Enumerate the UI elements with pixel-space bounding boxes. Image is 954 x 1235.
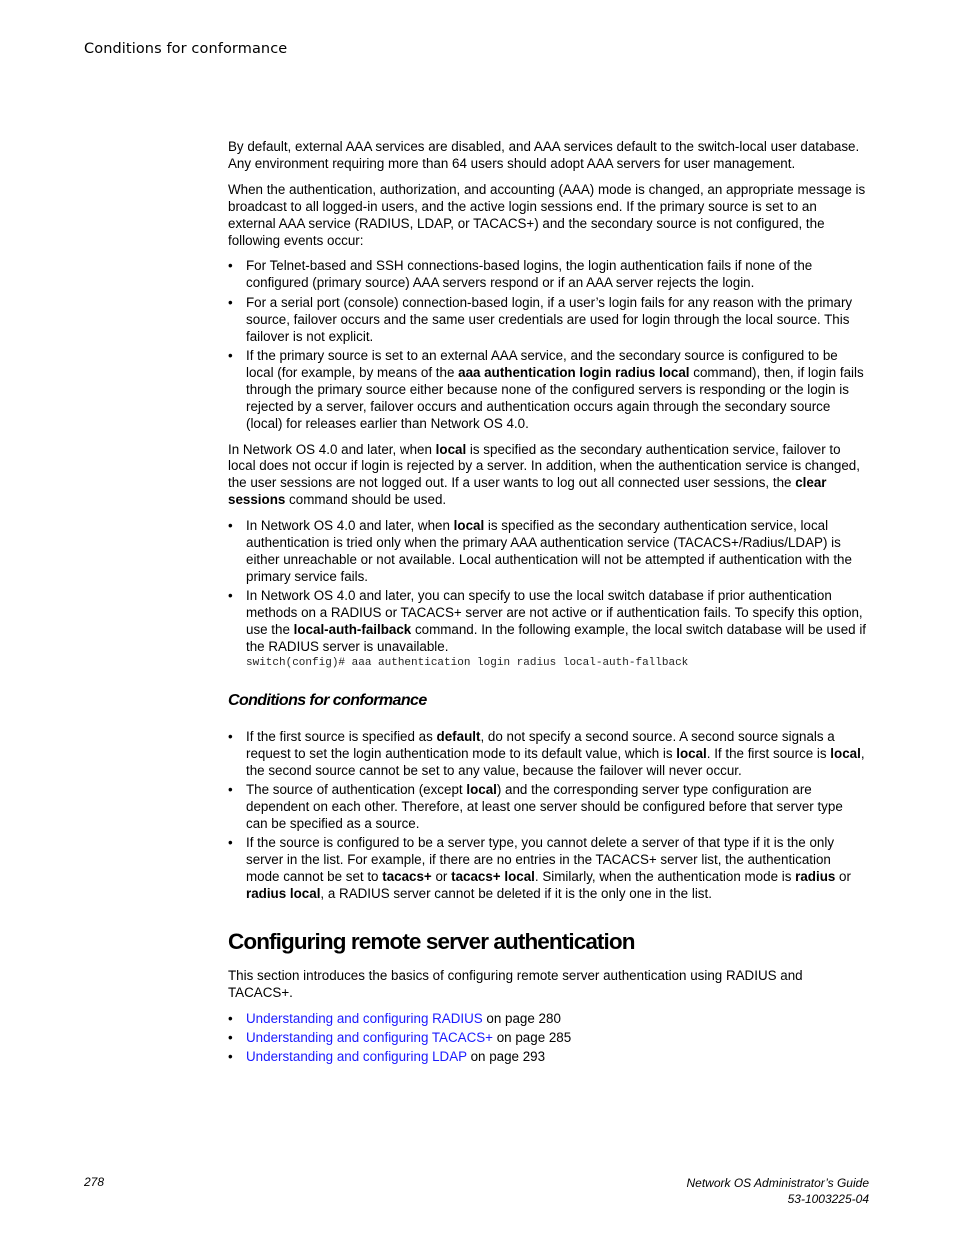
xref-link-ldap[interactable]: Understanding and configuring LDAP <box>246 1049 467 1065</box>
running-header: Conditions for conformance <box>84 41 288 57</box>
command-text: local <box>435 441 467 457</box>
nos40-paragraph: In Network OS 4.0 and later, when local is specified as the secondary authentication service, failover to local does not occur if login is rejected by a server. In addition, when the authentication service is changed, the user sessions are not logged out. If a user wants to log out all connected user sessions, the clear sessions command should be used. <box>228 441 860 508</box>
command-text: local-auth-failback <box>293 622 412 638</box>
command-text: local <box>453 518 485 534</box>
xref-link-radius[interactable]: Understanding and configuring RADIUS <box>246 1010 483 1026</box>
guide-title: Network OS Administrator’s Guide <box>686 1176 869 1190</box>
section-heading: Configuring remote server authentication <box>228 928 635 954</box>
command-text: clear sessions <box>228 475 827 508</box>
command-text: aaa authentication login radius local <box>458 364 690 380</box>
list-item: • The source of authentication (except local) and the corresponding server type configuration are dependent on each other. Therefore, at least one server should be configured before that server type can be specified as a source. <box>228 782 868 833</box>
subsection-heading: Conditions for conformance <box>228 691 427 709</box>
list-item: • For Telnet-based and SSH connections-based logins, the login authentication fails if none of the configured (primary source) AAA servers respond or if an AAA server rejects the login. <box>228 258 868 292</box>
events-list <box>228 258 868 432</box>
list-item: • In Network OS 4.0 and later, you can specify to use the local switch database if prior authentication methods on a RADIUS or TACACS+ server are not active or if authentication fails. To specify this option, use the local-auth-failback command. In the following example, the local switch database will be used if the RADIUS server is unavailable. switch(config)# aaa authentication login radius local-auth-fallback <box>228 588 868 671</box>
remote-intro: This section introduces the basics of configuring remote server authentication using RADIUS and TACACS+. <box>228 967 803 1000</box>
code-example: switch(config)# aaa authentication login radius local-auth-fallback <box>246 656 689 669</box>
list-item: • Understanding and configuring TACACS+ on page 285 <box>228 1030 868 1047</box>
list-item: • Understanding and configuring RADIUS on page 280 <box>228 1011 868 1028</box>
intro-paragraph-1: By default, external AAA services are disabled, and AAA services default to the switch-local user database. Any environment requiring more than 64 users should adopt AAA servers for user management. <box>228 139 860 171</box>
xref-list <box>228 1011 868 1067</box>
page-body <box>228 139 868 1075</box>
page-number: 278 <box>84 1175 105 1189</box>
xref-link-tacacs[interactable]: Understanding and configuring TACACS+ <box>246 1029 494 1045</box>
list-item: • In Network OS 4.0 and later, when local is specified as the secondary authentication service, local authentication is tried only when the primary AAA authentication service (TACACS+/Radius/LDAP) is either unreachable or not available. Local authentication will not be attempted if authentication with the primary service fails. <box>228 518 868 586</box>
conformance-list <box>228 729 868 903</box>
footer-info <box>686 1175 869 1207</box>
list-item: • If the primary source is set to an external AAA service, and the secondary source is configured to be local (for example, by means of the aaa authentication login radius local command), then, if login fails through the primary source either because none of the configured servers is responding or the login is rejected by a server, failover occurs and authentication occurs again through the secondary source (local) for releases earlier than Network OS 4.0. <box>228 348 868 433</box>
list-item: • Understanding and configuring LDAP on page 293 <box>228 1049 868 1066</box>
nos40-list <box>228 518 868 671</box>
list-item: • If the first source is specified as default, do not specify a second source. A second source signals a request to set the login authentication mode to its default value, which is local. If the first source is local, the second source cannot be set to any value, because the failover will never occur. <box>228 729 868 780</box>
document-number: 53-1003225-04 <box>787 1192 869 1206</box>
intro-paragraph-2: When the authentication, authorization, and accounting (AAA) mode is changed, an appropriate message is broadcast to all logged-in users, and the active login sessions end. If the primary source is set to an external AAA service (RADIUS, LDAP, or TACACS+) and the secondary source is not configured, the following events occur: <box>228 181 866 248</box>
list-item: • For a serial port (console) connection-based login, if a user’s login fails for any reason with the primary source, failover occurs and the same user credentials are used for login through the local source. This failover is not explicit. <box>228 295 868 346</box>
list-item: • If the source is configured to be a server type, you cannot delete a server of that type if it is the only server in the list. For example, if there are no entries in the TACACS+ server list, the authentication mode cannot be set to tacacs+ or tacacs+ local. Similarly, when the authentication mode is radius or radius local, a RADIUS server cannot be deleted if it is the only one in the list. <box>228 835 868 903</box>
